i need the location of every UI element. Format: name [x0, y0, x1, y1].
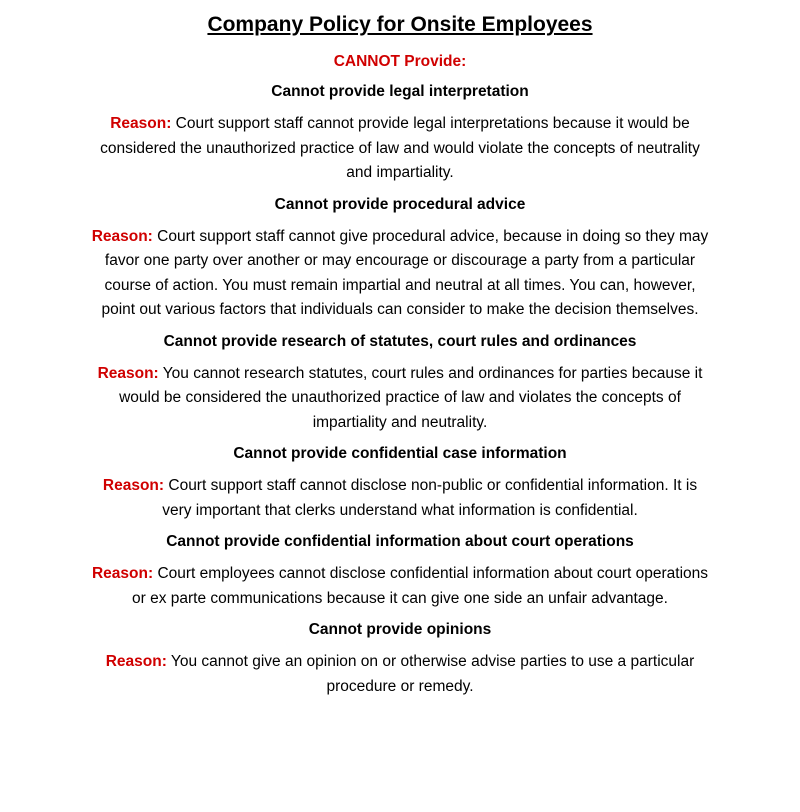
policy-item: [0, 195, 800, 323]
reason-label: Reason:: [91, 227, 153, 245]
cannot-provide-heading: CANNOT Provide:: [333, 53, 467, 70]
policy-item-reason: [90, 362, 710, 436]
reason-label: Reason:: [110, 115, 172, 132]
policy-item-title: Cannot provide confidential information about court operations: [166, 533, 634, 550]
policy-item-reason: [90, 650, 710, 699]
reason-label: Reason:: [102, 477, 165, 494]
policy-item-title: Cannot provide procedural advice: [274, 195, 526, 213]
policy-item-reason: [90, 474, 710, 523]
policy-item-reason: [90, 225, 710, 323]
reason-text: You cannot give an opinion on or otherwise advise parties to use a particular procedure or remedy.: [170, 653, 695, 695]
policy-item-title: Cannot provide opinions: [308, 621, 492, 638]
policy-item-title: Cannot provide confidential case information: [233, 445, 567, 462]
policy-item-title: Cannot provide research of statutes, court rules and ordinances: [163, 332, 637, 350]
reason-text: Court support staff cannot disclose non-public or confidential information. It is very important that clerks understand what information is confidential.: [162, 477, 698, 519]
policy-item: [0, 82, 800, 186]
reason-label: Reason:: [91, 565, 154, 582]
reason-label: Reason:: [97, 364, 159, 382]
policy-item: [0, 620, 800, 699]
policy-item-title: Cannot provide legal interpretation: [271, 83, 529, 100]
document-title: Company Policy for Onsite Employees: [207, 13, 593, 36]
reason-text: Court employees cannot disclose confidential information about court operations or ex parte communications because it can give one side an unfair advantage.: [132, 565, 709, 607]
policy-item-reason: [90, 562, 710, 611]
policy-item: [0, 532, 800, 611]
policy-item-reason: [90, 112, 710, 186]
reason-label: Reason:: [105, 653, 167, 670]
reason-text: Court support staff cannot give procedural advice, because in doing so they may favor one party over another or may encourage or discourage a party from a particular course of action. You must remain impartial and neutral at all times. You can, however, point out various factors that individuals can consider to make the decision themselves.: [101, 227, 709, 318]
policy-item: [0, 444, 800, 523]
policy-item: [0, 332, 800, 436]
reason-text: You cannot research statutes, court rules and ordinances for parties because it would be considered the unauthorized practice of law and violates the concepts of impartiality and neutrality.: [119, 364, 703, 431]
reason-text: Court support staff cannot provide legal interpretations because it would be considered the unauthorized practice of law and would violate the concepts of neutrality and impartiality.: [100, 115, 700, 181]
